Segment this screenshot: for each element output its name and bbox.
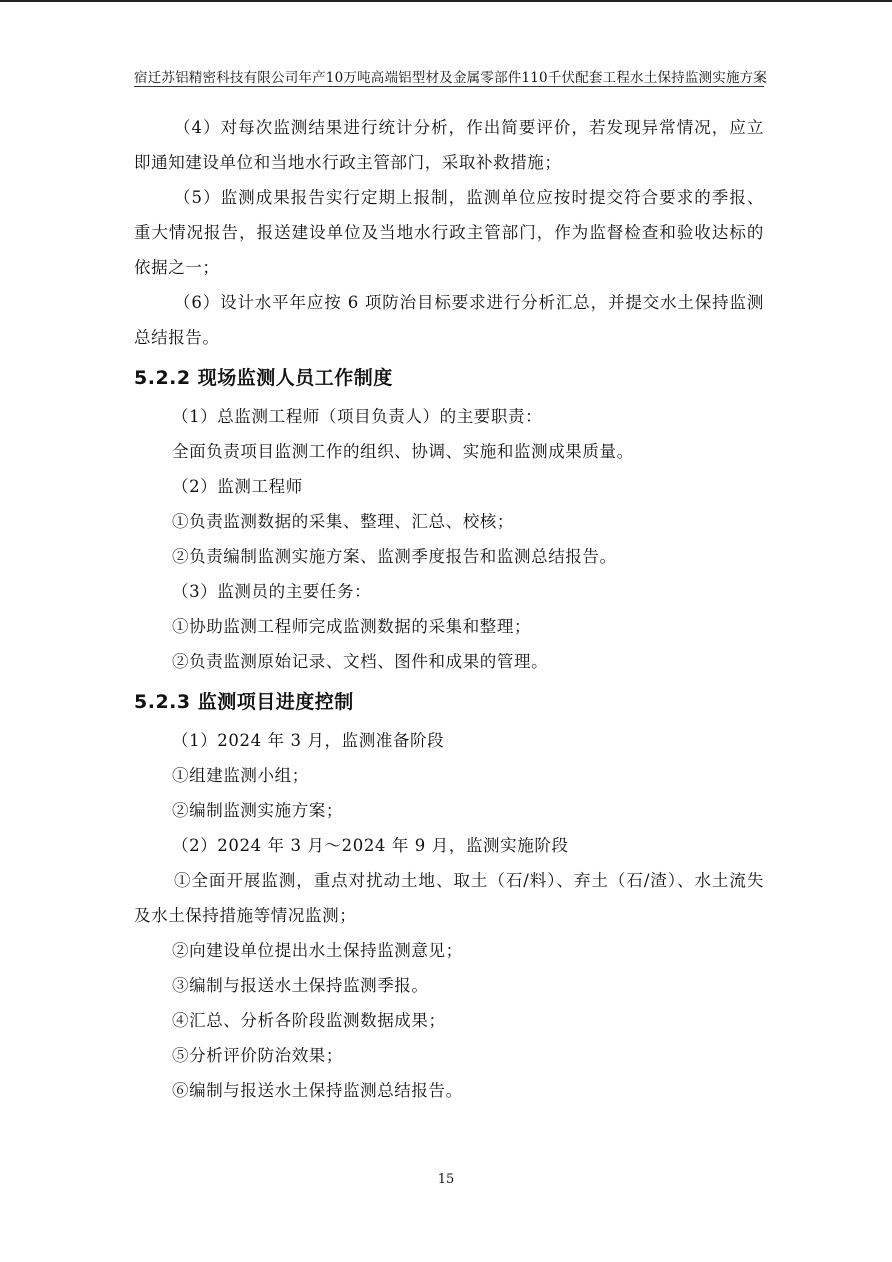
header-divider [134,86,764,87]
line: ①负责监测数据的采集、整理、汇总、校核； [172,512,514,531]
line: ③编制与报送水土保持监测季报。 [172,976,429,995]
paragraph-monitoring-scope: ①全面开展监测，重点对扰动土地、取土（石/料）、弃土（石/渣）、水土流失及水土保持措施等情况监测； [134,871,764,925]
line: （2）2024 年 3 月～2024 年 9 月，监测实施阶段 [172,836,569,855]
line: ②编制监测实施方案； [172,801,343,820]
line: ⑥编制与报送水土保持监测总结报告。 [172,1081,463,1100]
line: ②向建设单位提出水土保持监测意见； [172,941,463,960]
line: ①协助监测工程师完成监测数据的采集和整理； [172,617,532,636]
page-body [134,110,764,1108]
line: （1）总监测工程师（项目负责人）的主要职责： [172,407,543,426]
line: （2）监测工程师 [172,477,303,496]
section-heading-5-2-3: 5.2.3 监测项目进度控制 [134,691,354,713]
line: ②负责监测原始记录、文档、图件和成果的管理。 [172,652,549,671]
line: ④汇总、分析各阶段监测数据成果； [172,1011,446,1030]
top-border-line [0,0,892,2]
running-header: 宿迁苏铝精密科技有限公司年产10万吨高端铝型材及金属零部件110千伏配套工程水土保持监测实施方案 [134,70,768,86]
page-number: 15 [437,1172,455,1187]
section-heading-5-2-2: 5.2.2 现场监测人员工作制度 [134,367,393,389]
line: 全面负责项目监测工作的组织、协调、实施和监测成果质量。 [172,442,634,461]
paragraph-item-5: （5）监测成果报告实行定期上报制，监测单位应按时提交符合要求的季报、重大情况报告，报送建设单位及当地水行政主管部门，作为监督检查和验收达标的依据之一； [134,188,764,277]
paragraph-item-4: （4）对每次监测结果进行统计分析，作出简要评价，若发现异常情况，应立即通知建设单位和当地水行政主管部门，采取补救措施； [134,118,764,172]
line: （1）2024 年 3 月，监测准备阶段 [172,731,445,750]
line: ⑤分析评价防治效果； [172,1046,343,1065]
line: ②负责编制监测实施方案、监测季度报告和监测总结报告。 [172,547,617,566]
line: （3）监测员的主要任务： [172,582,372,601]
paragraph-item-6: （6）设计水平年应按 6 项防治目标要求进行分析汇总，并提交水土保持监测总结报告。 [134,293,764,347]
line: ①组建监测小组； [172,766,309,785]
